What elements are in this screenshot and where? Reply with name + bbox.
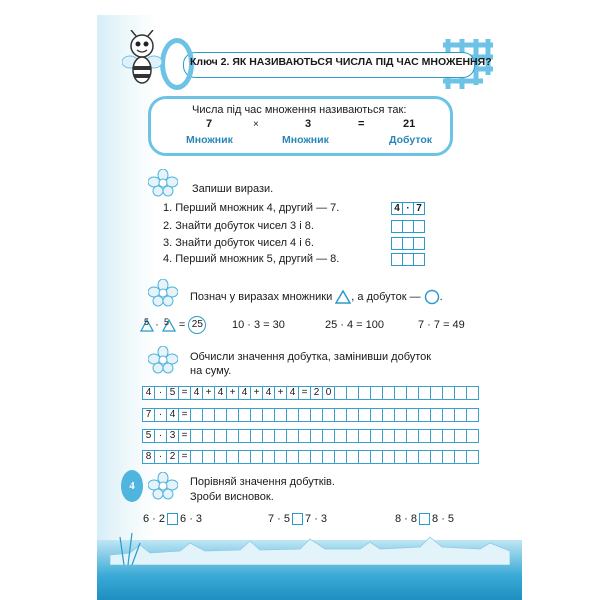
sum-grid-cell[interactable]: = (178, 450, 191, 464)
page-title: Ключ 2. ЯК НАЗИВАЮТЬСЯ ЧИСЛА ПІД ЧАС МНОЖЕННЯ? (190, 56, 492, 68)
example-factor-a: 5 (144, 317, 150, 327)
compare-left: 8 · 8 (395, 513, 418, 525)
sum-grid-row (142, 408, 478, 421)
sum-grid-cell[interactable]: · (154, 408, 167, 422)
rule-times: × (253, 119, 259, 130)
flower-icon (148, 346, 178, 374)
sum-grid-cell[interactable]: 4 (190, 386, 203, 400)
sum-grid-cell[interactable] (466, 450, 479, 464)
key-ring-icon (160, 38, 194, 90)
sum-grid-cell[interactable]: · (154, 450, 167, 464)
triangle-icon (335, 290, 351, 304)
page-number-badge: 4 (121, 470, 143, 502)
sum-grid-cell[interactable]: + (250, 386, 263, 400)
bee-mascot-icon (122, 30, 162, 92)
sum-grid-cell[interactable]: 4 (142, 386, 155, 400)
sum-grid-cell[interactable]: = (178, 386, 191, 400)
sum-grid-row (142, 429, 478, 442)
sum-grid-cell[interactable]: 2 (310, 386, 323, 400)
sum-grid-cell[interactable]: = (178, 429, 191, 443)
rule-intro: Числа під час множення називаються так: (192, 104, 407, 116)
flower-icon (148, 279, 178, 307)
rule-factor-b: 3 (305, 118, 312, 130)
task2-title-mid: , а добуток — (351, 290, 421, 303)
compare-answer-box[interactable] (292, 513, 303, 525)
sum-grid-cell[interactable]: 5 (142, 429, 155, 443)
sum-grid-cell[interactable]: 0 (322, 386, 335, 400)
task1-item: 1. Перший множник 4, другий — 7. (163, 202, 340, 214)
sum-grid-cell[interactable]: 8 (142, 450, 155, 464)
sum-grid-cell[interactable]: = (298, 386, 311, 400)
compare-pair (268, 513, 327, 525)
compare-pair (395, 513, 454, 525)
answer-cell[interactable] (413, 220, 425, 233)
rule-product: 21 (403, 118, 416, 130)
task3-title-line2: на суму. (190, 365, 232, 377)
compare-right: 8 · 5 (432, 513, 455, 525)
task2-title (190, 289, 443, 305)
sum-grid-cell[interactable]: 4 (286, 386, 299, 400)
answer-cell[interactable]: 7 (413, 202, 425, 215)
sum-grid-row (142, 450, 478, 463)
task2-expression: 10 · 3 = 30 (232, 319, 285, 331)
sum-grid-cell[interactable]: 3 (166, 429, 179, 443)
task3-title-line1: Обчисли значення добутка, замінивши добуток (190, 351, 432, 363)
answer-cell[interactable] (413, 237, 425, 250)
compare-right: 7 · 3 (305, 513, 328, 525)
task2-expression: 25 · 4 = 100 (325, 319, 385, 331)
sum-grid-cell[interactable]: · (154, 386, 167, 400)
sum-grid-cell[interactable]: 7 (142, 408, 155, 422)
answer-cell[interactable]: 4 (391, 202, 403, 215)
sum-grid-cell[interactable]: 2 (166, 450, 179, 464)
sum-grid-cell[interactable]: 4 (238, 386, 251, 400)
circle-icon (424, 289, 440, 305)
sum-grid-cell[interactable]: · (154, 429, 167, 443)
task1-answer-cells (391, 220, 424, 233)
example-equals: = (178, 318, 186, 331)
sum-grid-row (142, 386, 478, 399)
rule-label-factor-b: Множник (282, 134, 329, 146)
sum-grid-cell[interactable] (466, 408, 479, 422)
compare-pair (143, 513, 202, 525)
rule-equals: = (358, 118, 365, 130)
sum-grid-cell[interactable]: + (226, 386, 239, 400)
task1-item: 4. Перший множник 5, другий — 8. (163, 253, 340, 265)
sum-grid-cell[interactable]: + (202, 386, 215, 400)
answer-cell[interactable] (413, 253, 425, 266)
task1-item: 2. Знайти добуток чисел 3 і 8. (163, 220, 314, 232)
example-product: 25 (188, 316, 206, 334)
compare-answer-box[interactable] (419, 513, 430, 525)
sum-grid-cell[interactable]: 4 (214, 386, 227, 400)
flower-icon (148, 472, 178, 500)
compare-left: 6 · 2 (143, 513, 166, 525)
task2-title-end: . (439, 290, 443, 303)
task2-example (140, 316, 206, 334)
example-dot: · (155, 318, 159, 331)
sum-grid-cell[interactable] (466, 429, 479, 443)
compare-left: 7 · 5 (268, 513, 291, 525)
task1-item: 3. Знайти добуток чисел 4 і 6. (163, 237, 314, 249)
task4-title-line1: Порівняй значення добутків. (190, 476, 335, 488)
sum-grid-cell[interactable]: + (274, 386, 287, 400)
decorative-town-silhouette (110, 525, 510, 565)
task4-title-line2: Зроби висновок. (190, 491, 274, 503)
rule-factor-a: 7 (206, 118, 213, 130)
flower-icon (148, 169, 178, 197)
task1-title: Запиши вирази. (192, 183, 274, 195)
example-factor-b: 5 (164, 317, 170, 327)
sum-grid-cell[interactable]: 4 (262, 386, 275, 400)
task1-answer-cells (391, 237, 424, 250)
sum-grid-cell[interactable]: 4 (166, 408, 179, 422)
rule-label-factor-a: Множник (186, 134, 233, 146)
compare-answer-box[interactable] (167, 513, 178, 525)
sum-grid-cell[interactable] (466, 386, 479, 400)
sum-grid-cell[interactable]: 5 (166, 386, 179, 400)
sum-grid-cell[interactable]: = (178, 408, 191, 422)
task1-answer-cells (391, 202, 424, 215)
compare-right: 6 · 3 (180, 513, 203, 525)
task2-title-start: Познач у виразах множники (190, 290, 333, 303)
answer-cell[interactable]: · (402, 202, 414, 215)
task1-answer-cells (391, 253, 424, 266)
rule-label-product: Добуток (389, 134, 433, 146)
task2-expression: 7 · 7 = 49 (418, 319, 465, 331)
